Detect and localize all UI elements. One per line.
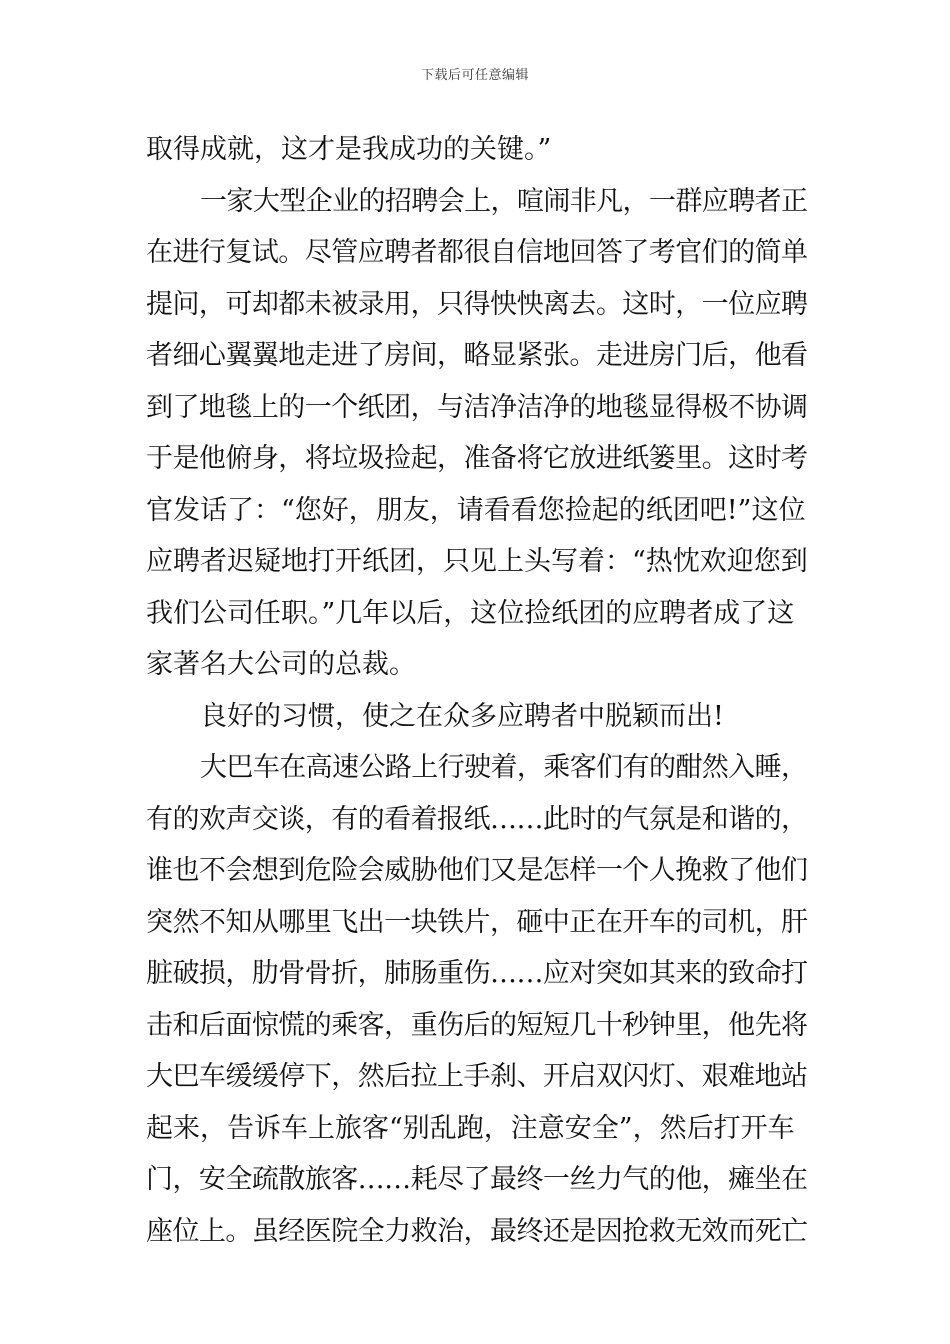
text-line: 官发话了：“您好，朋友，请看看您捡起的纸团吧!”这位 — [146, 494, 806, 526]
text-line: 大巴车缓缓停下，然后拉上手刹、开启双闪灯、艰难地站 — [146, 1061, 808, 1092]
text-line: 我们公司任职。”几年以后，这位捡纸团的应聘者成了这 — [146, 597, 795, 629]
text-line: 一家大型企业的招聘会上，喧闹非凡，一群应聘者正 — [200, 185, 808, 217]
page-header: 下载后可任意编辑 — [420, 68, 529, 83]
text-line: 起来，告诉车上旅客“别乱跑，注意安全”，然后打开车 — [146, 1112, 795, 1144]
text-line: 脏破损，肋骨骨折，肺肠重伤……应对突如其来的致命打 — [146, 958, 808, 989]
text-line: 在进行复试。尽管应聘者都很自信地回答了考官们的简单 — [146, 237, 808, 268]
text-line: 到了地毯上的一个纸团，与洁净洁净的地毯显得极不协调 — [146, 391, 808, 423]
text-line: 应聘者迟疑地打开纸团，只见上头写着：“热忱欢迎您到 — [146, 546, 808, 577]
text-line: 有的欢声交谈，有的看着报纸……此时的气氛是和谐的， — [146, 803, 808, 835]
text-line: 门，安全疏散旅客……耗尽了最终一丝力气的他，瘫坐在 — [146, 1164, 808, 1195]
body-text — [146, 124, 808, 1257]
text-line: 击和后面惊慌的乘客，重伤后的短短几十秒钟里，他先将 — [146, 1009, 808, 1041]
text-line: 突然不知从哪里飞出一块铁片，砸中正在开车的司机，肝 — [146, 906, 808, 938]
text-line: 谁也不会想到危险会威胁他们又是怎样一个人挽救了他们 — [146, 855, 808, 886]
text-line: 提问，可却都未被录用，只得怏怏离去。这时，一位应聘 — [146, 288, 808, 320]
text-line: 取得成就，这才是我成功的关键。” — [146, 134, 552, 165]
text-line: 于是他俯身，将垃圾捡起，准备将它放进纸篓里。这时考 — [146, 443, 808, 474]
text-line: 良好的习惯，使之在众多应聘者中脱颖而出! — [200, 700, 724, 732]
text-line: 大巴车在高速公路上行驶着，乘客们有的酣然入睡， — [200, 752, 808, 783]
text-line: 者细心翼翼地走进了房间，略显紧张。走进房门后，他看 — [146, 340, 808, 371]
text-line: 座位上。虽经医院全力救治，最终还是因抢救无效而死亡 — [146, 1215, 808, 1247]
text-line: 家著名大公司的总裁。 — [146, 649, 416, 680]
